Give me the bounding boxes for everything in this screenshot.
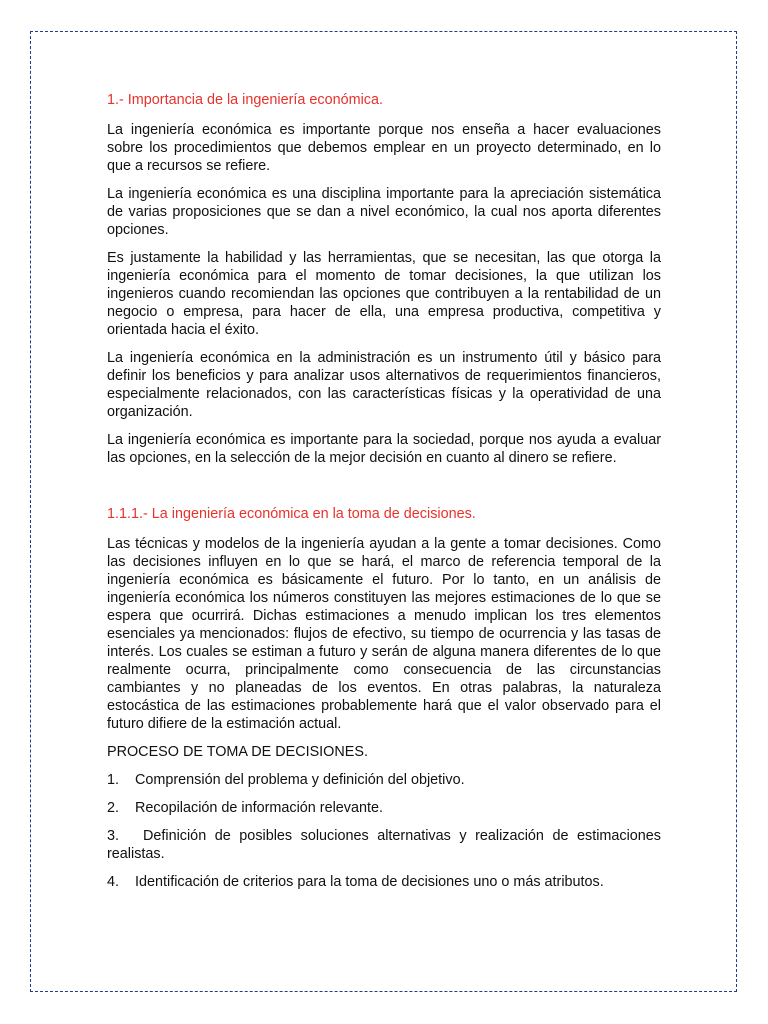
document-body xyxy=(107,91,661,901)
list-item xyxy=(107,771,661,789)
list-item xyxy=(107,799,661,817)
section-heading-importancia: 1.- Importancia de la ingeniería económica. xyxy=(107,92,383,108)
list-text: Recopilación de información relevante. xyxy=(135,800,383,816)
list-text: Identificación de criterios para la toma de decisiones uno o más atributos. xyxy=(135,874,604,890)
list-number: 3. xyxy=(107,828,120,844)
section-heading-toma-decisiones: 1.1.1.- La ingeniería económica en la toma de decisiones. xyxy=(107,506,476,522)
paragraph: Las técnicas y modelos de la ingeniería ayudan a la gente a tomar decisiones. Como las decisiones influyen en lo que se hará, el marco de referencia temporal de la ingeniería económica es básicamente el futuro. Por lo tanto, en un análisis de ingeniería económica los números constituyen las mejores estimaciones de lo que se espera que ocurrirá. Dichas estimaciones a menudo implican los tres elementos esenciales ya mencionados: flujos de efectivo, su tiempo de ocurrencia y las tasas de interés. Los cuales se estiman a futuro y serán de alguna manera diferentes de lo que realmente ocurra, principalmente como consecuencia de las circunstancias cambiantes y no planeadas de los eventos. En otras palabras, la naturaleza estocástica de las estimaciones probablemente hará que el valor observado para el futuro difiere de la estimación actual. xyxy=(107,536,661,732)
list-number: 1. xyxy=(107,772,120,788)
paragraph: La ingeniería económica en la administración es un instrumento útil y básico para definir los beneficios y para analizar usos alternativos de requerimientos financieros, especialmente relacionados, con las características físicas y la operatividad de una organización. xyxy=(107,350,661,420)
paragraph: La ingeniería económica es importante porque nos enseña a hacer evaluaciones sobre los procedimientos que debemos emplear en un proyecto determinado, en lo que a recursos se refiere. xyxy=(107,122,661,174)
paragraph: Es justamente la habilidad y las herramientas, que se necesitan, las que otorga la ingeniería económica para el momento de tomar decisiones, la que utilizan los ingenieros cuando recomiendan las opciones que contribuyen a la rentabilidad de un negocio o empresa, para hacer de ella, una empresa productiva, competitiva y orientada hacia el éxito. xyxy=(107,250,661,338)
list-item xyxy=(107,873,661,891)
list-number: 4. xyxy=(107,874,120,890)
list-number: 2. xyxy=(107,800,120,816)
process-title: PROCESO DE TOMA DE DECISIONES. xyxy=(107,744,368,760)
list-text: Definición de posibles soluciones alternativas y realización de estimaciones realistas. xyxy=(107,828,661,862)
list-item xyxy=(107,827,661,863)
paragraph: La ingeniería económica es importante para la sociedad, porque nos ayuda a evaluar las opciones, en la selección de la mejor decisión en cuanto al dinero se refiere. xyxy=(107,432,661,466)
list-text: Comprensión del problema y definición del objetivo. xyxy=(135,772,465,788)
paragraph: La ingeniería económica es una disciplina importante para la apreciación sistemática de varias proposiciones que se dan a nivel económico, la cual nos aporta diferentes opciones. xyxy=(107,186,661,238)
